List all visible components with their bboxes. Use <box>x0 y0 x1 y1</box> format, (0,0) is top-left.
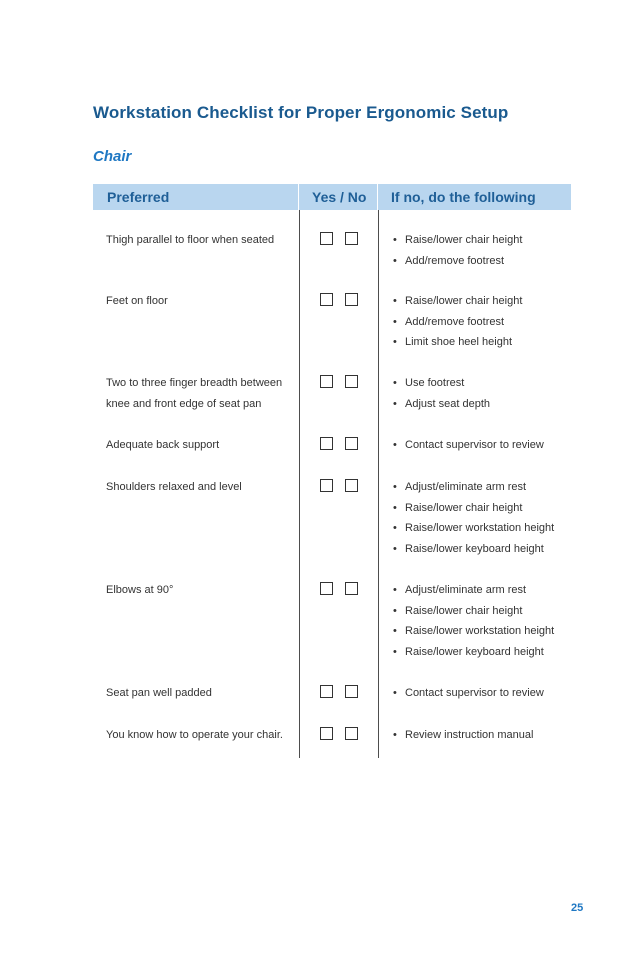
action-text: Raise/lower chair height <box>405 234 523 246</box>
action-item <box>393 251 573 272</box>
action-text: Add/remove footrest <box>405 315 505 328</box>
action-item <box>393 539 573 560</box>
yes-checkbox[interactable] <box>320 232 333 245</box>
bullet-icon: • <box>393 397 397 410</box>
action-item <box>393 683 573 704</box>
page-title: Workstation Checklist for Proper Ergonomic Setup <box>93 103 509 122</box>
action-text: Add/remove footrest <box>405 254 505 267</box>
bullet-icon: • <box>393 315 397 328</box>
preferred-item: Feet on floor <box>106 295 168 307</box>
action-text: Review instruction manual <box>405 729 534 741</box>
action-item <box>393 580 573 601</box>
no-checkbox[interactable] <box>345 727 358 740</box>
action-item <box>393 230 573 251</box>
section-heading: Chair <box>93 148 132 165</box>
header-divider <box>377 184 378 210</box>
no-checkbox[interactable] <box>345 479 358 492</box>
action-list <box>393 477 573 560</box>
action-list <box>393 580 573 663</box>
action-item <box>393 291 573 312</box>
preferred-item: Elbows at 90° <box>106 584 174 596</box>
no-checkbox[interactable] <box>345 437 358 450</box>
action-list <box>393 435 573 456</box>
action-list <box>393 373 573 414</box>
no-checkbox[interactable] <box>345 685 358 698</box>
action-text: Adjust/eliminate arm rest <box>405 481 527 493</box>
action-text: Adjust seat depth <box>405 397 491 410</box>
preferred-item: Shoulders relaxed and level <box>106 481 242 493</box>
action-text: Raise/lower chair height <box>405 604 523 617</box>
action-item <box>393 642 573 663</box>
bullet-icon: • <box>393 234 397 246</box>
action-item <box>393 394 573 415</box>
action-text: Raise/lower chair height <box>405 501 523 514</box>
action-text: Raise/lower keyboard height <box>405 646 544 659</box>
no-checkbox[interactable] <box>345 375 358 388</box>
action-item <box>393 601 573 622</box>
header-action: If no, do the following <box>391 189 536 205</box>
action-item <box>393 373 573 394</box>
bullet-icon: • <box>393 254 397 267</box>
bullet-icon: • <box>393 501 397 514</box>
preferred-item: Adequate back support <box>106 439 220 451</box>
bullet-icon: • <box>393 377 397 389</box>
yes-checkbox[interactable] <box>320 479 333 492</box>
column-divider <box>299 210 300 758</box>
action-text: Raise/lower keyboard height <box>405 543 544 556</box>
preferred-item: Seat pan well padded <box>106 687 212 699</box>
action-item <box>393 435 573 456</box>
action-text: Raise/lower workstation height <box>405 522 555 535</box>
column-divider <box>378 210 379 758</box>
bullet-icon: • <box>393 625 397 638</box>
action-text: Contact supervisor to review <box>405 439 544 451</box>
bullet-icon: • <box>393 729 397 741</box>
bullet-icon: • <box>393 604 397 617</box>
bullet-icon: • <box>393 584 397 596</box>
yes-checkbox[interactable] <box>320 727 333 740</box>
action-list <box>393 683 573 704</box>
bullet-icon: • <box>393 522 397 535</box>
header-yes-no: Yes / No <box>312 189 367 205</box>
action-text: Adjust/eliminate arm rest <box>405 584 527 596</box>
no-checkbox[interactable] <box>345 582 358 595</box>
action-item <box>393 477 573 498</box>
header-divider <box>298 184 299 210</box>
action-text: Contact supervisor to review <box>405 687 544 699</box>
preferred-item: Thigh parallel to floor when seated <box>106 234 275 246</box>
bullet-icon: • <box>393 687 397 699</box>
action-item <box>393 332 573 353</box>
action-item <box>393 498 573 519</box>
no-checkbox[interactable] <box>345 232 358 245</box>
action-item <box>393 621 573 642</box>
preferred-item: You know how to operate your chair. <box>106 729 283 741</box>
action-item <box>393 518 573 539</box>
no-checkbox[interactable] <box>345 293 358 306</box>
action-list <box>393 291 573 353</box>
bullet-icon: • <box>393 336 397 349</box>
action-text: Limit shoe heel height <box>405 336 513 349</box>
action-item <box>393 312 573 333</box>
yes-checkbox[interactable] <box>320 375 333 388</box>
yes-checkbox[interactable] <box>320 293 333 306</box>
bullet-icon: • <box>393 439 397 451</box>
page-number: 25 <box>571 902 584 914</box>
action-text: Raise/lower workstation height <box>405 625 555 638</box>
header-preferred: Preferred <box>107 189 170 205</box>
action-text: Use footrest <box>405 377 465 389</box>
table-header <box>93 184 571 210</box>
action-list <box>393 230 573 271</box>
yes-checkbox[interactable] <box>320 437 333 450</box>
yes-checkbox[interactable] <box>320 582 333 595</box>
yes-checkbox[interactable] <box>320 685 333 698</box>
bullet-icon: • <box>393 646 397 659</box>
bullet-icon: • <box>393 543 397 556</box>
bullet-icon: • <box>393 481 397 493</box>
action-item <box>393 725 573 746</box>
action-list <box>393 725 573 746</box>
bullet-icon: • <box>393 295 397 307</box>
action-text: Raise/lower chair height <box>405 295 523 307</box>
preferred-item: Two to three finger breadth between knee and front edge of seat pan <box>106 377 283 410</box>
